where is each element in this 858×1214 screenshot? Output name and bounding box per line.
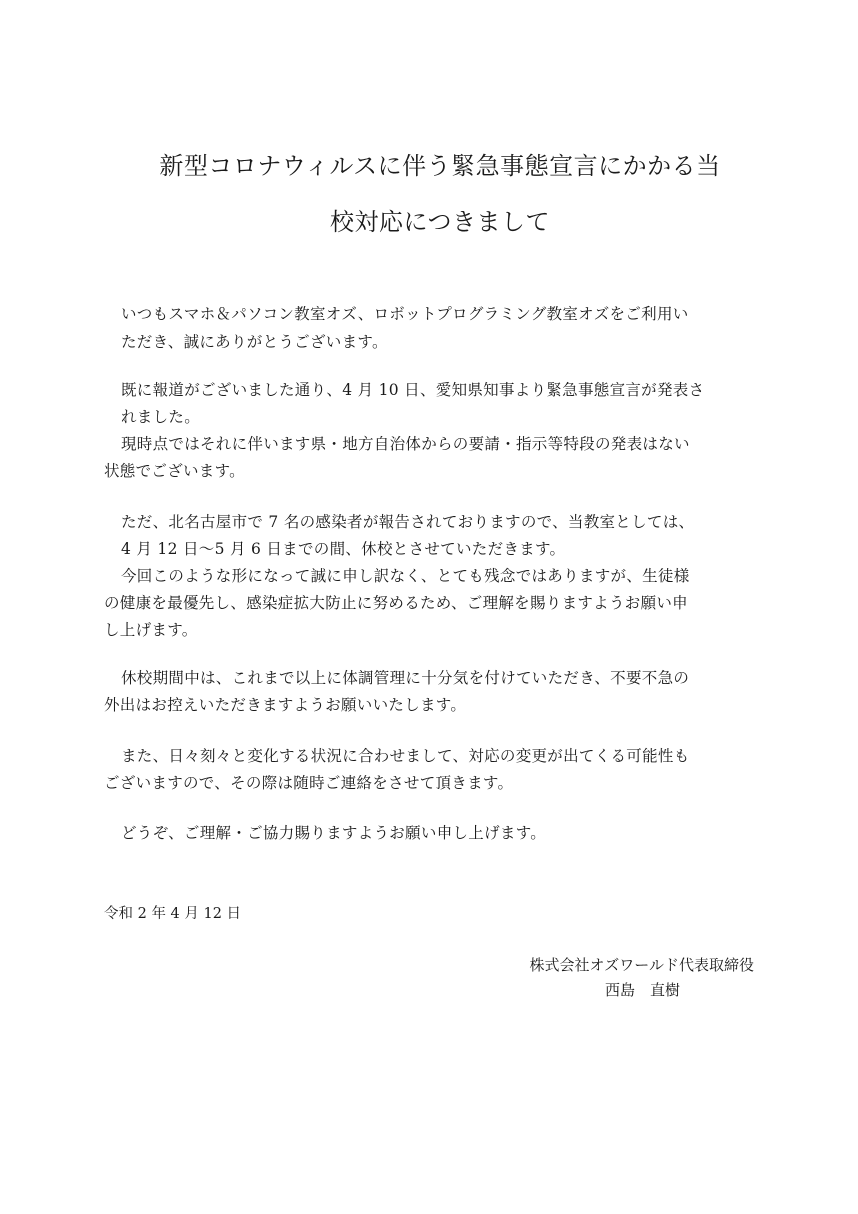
paragraph-2-line-2: れました。 xyxy=(121,408,201,426)
paragraph-7-line-1: また、日々刻々と変化する状況に合わせまして、対応の変更が出てくる可能性も xyxy=(121,747,690,765)
paragraph-8-line-1: どうぞ、ご理解・ご協力賜りますようお願い申し上げます。 xyxy=(121,824,547,842)
paragraph-1-line-2: ただき、誠にありがとうございます。 xyxy=(121,333,388,351)
paragraph-5-line-3: し上げます。 xyxy=(104,621,198,639)
signature-name: 西島 直樹 xyxy=(604,981,680,999)
paragraph-4-line-2: 4 月 12 日～5 月 6 日までの間、休校とさせていただきます。 xyxy=(121,540,566,558)
paragraph-5-line-2: の健康を最優先し、感染症拡大防止に努めるため、ご理解を賜りますようお願い申 xyxy=(104,594,688,612)
paragraph-3-line-1: 現時点ではそれに伴います県・地方自治体からの要請・指示等特段の発表はない xyxy=(121,435,690,453)
paragraph-4-line-1: ただ、北名古屋市で 7 名の感染者が報告されておりますので、当教室としては、 xyxy=(121,513,695,531)
paragraph-3-line-2: 状態でございます。 xyxy=(104,462,245,480)
paragraph-2-line-1: 既に報道がございました通り、4 月 10 日、愛知県知事より緊急事態宣言が発表さ xyxy=(121,381,705,399)
document-title-line-2: 校対応につきまして xyxy=(329,208,551,236)
paragraph-6-line-2: 外出はお控えいただきますようお願いいたします。 xyxy=(104,696,467,714)
paragraph-1-line-1: いつもスマホ＆パソコン教室オズ、ロボットプログラミング教室オズをご利用い xyxy=(121,305,689,323)
document-title-line-1: 新型コロナウィルスに伴う緊急事態宣言にかかる当 xyxy=(159,152,721,180)
paragraph-5-line-1: 今回このような形になって誠に申し訳なく、とても残念ではありますが、生徒様 xyxy=(121,567,690,585)
paragraph-7-line-2: ございますので、その際は随時ご連絡をさせて頂きます。 xyxy=(104,774,514,792)
paragraph-6-line-1: 休校期間中は、これまで以上に体調管理に十分気を付けていただき、不要不急の xyxy=(121,669,690,687)
signature-company: 株式会社オズワールド代表取締役 xyxy=(529,956,754,974)
document-date: 令和 2 年 4 月 12 日 xyxy=(104,906,242,922)
